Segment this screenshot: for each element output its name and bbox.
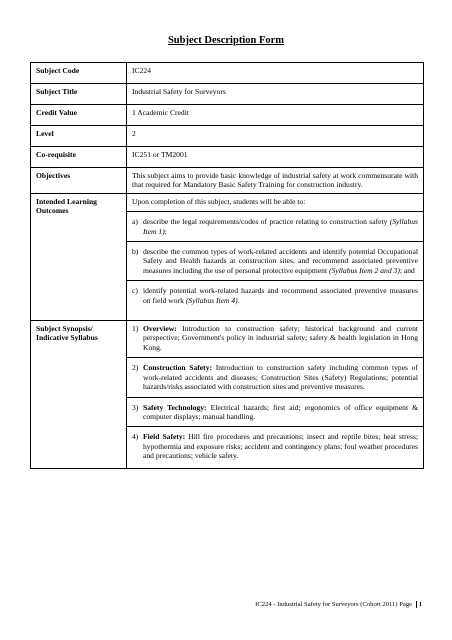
ilo-marker: c)	[132, 286, 138, 296]
ilo-marker: a)	[132, 217, 138, 227]
value-credit-value: 1 Academic Credit	[127, 105, 424, 126]
value-subject-code: IC224	[127, 63, 424, 84]
label-objectives: Objectives	[31, 168, 127, 194]
syllabus-marker: 4)	[132, 432, 139, 442]
row-credit-value	[31, 105, 424, 126]
value-objectives	[127, 168, 424, 194]
ilo-divider	[127, 280, 423, 281]
syllabus-marker: 2)	[132, 363, 139, 373]
row-syllabus	[31, 321, 424, 468]
value-level: 2	[127, 126, 424, 147]
label-level: Level	[31, 126, 127, 147]
syllabus-divider	[127, 397, 423, 398]
objectives-text: This subject aims to provide basic knowledge of industrial safety at work commensurate with that required for Mandatory Basic Safety Training for construction industry.	[132, 171, 418, 190]
syllabus-text: Overview: Introduction to construction safety; historical background and current perspective; Government's policy in industrial safety; safety & health legislation in Hong Kong.	[143, 324, 418, 352]
ilo-divider	[127, 241, 423, 242]
ilo-item	[132, 217, 418, 236]
syllabus-divider	[127, 426, 423, 427]
row-objectives	[31, 168, 424, 194]
ilo-item	[132, 247, 418, 275]
footer-separator	[416, 601, 417, 608]
label-subject-code: Subject Code	[31, 63, 127, 84]
row-level	[31, 126, 424, 147]
syllabus-marker: 3)	[132, 402, 139, 412]
syllabus-divider	[127, 357, 423, 358]
ilo-item	[132, 286, 418, 305]
page-footer	[255, 601, 422, 608]
label-corequisite: Co-requisite	[31, 147, 127, 168]
label-subject-title: Subject Title	[31, 84, 127, 105]
syllabus-text: Construction Safety: Introduction to construction safety including common types of work-related accidents and diseases; Construction Sites (Safety) Regulations; potential hazards/risks associated with construction sites and preventive measures.	[143, 363, 418, 392]
syllabus-item	[132, 432, 418, 460]
footer-page-label: Page	[399, 601, 413, 608]
value-syllabus	[127, 321, 424, 468]
subject-table	[30, 62, 424, 469]
ilo-marker: b)	[132, 247, 139, 257]
syllabus-item	[132, 403, 418, 422]
label-credit-value: Credit Value	[31, 105, 127, 126]
value-learning-outcomes	[127, 193, 424, 320]
ilo-intro: Upon completion of this subject, students will be able to:	[132, 196, 306, 206]
row-learning-outcomes	[31, 193, 424, 320]
syllabus-text: Safety Technology: Electrical hazards; first aid; ergonomics of office equipment & computer displays; manual handling.	[143, 402, 418, 421]
value-corequisite: IC251 or TM2001	[127, 147, 424, 168]
ilo-text: identify potential work-related hazards and recommend associated preventive measures on field work (Syllabus Item 4).	[143, 286, 418, 305]
ilo-text: describe the legal requirements/codes of practice relating to construction safety (Syllabus Item 1);	[143, 217, 418, 236]
footer-page-number: 1	[418, 601, 422, 608]
label-syllabus: Subject Synopsis/ Indicative Syllabus	[31, 321, 127, 468]
ilo-text: describe the common types of work-related accidents and identify potential Occupational Safety and Health hazards at construction sites, and recommend associated preventive measures including the use of personal protective equipment (Syllabus Item 2 and 3); and	[143, 247, 418, 275]
syllabus-item	[132, 363, 418, 391]
syllabus-marker: 1)	[132, 324, 139, 334]
ilo-divider	[127, 211, 423, 212]
row-subject-code	[31, 63, 424, 84]
row-corequisite	[31, 147, 424, 168]
value-subject-title: Industrial Safety for Surveyors	[127, 84, 424, 105]
syllabus-item	[132, 324, 418, 352]
footer-text: IC224 - Industrial Safety for Surveyors (Cohort 2011)	[255, 601, 398, 608]
row-subject-title	[31, 84, 424, 105]
form-title: Subject Description Form	[167, 35, 285, 46]
syllabus-text: Field Safety: Hill fire procedures and precautions; insect and reptile bites; heat stress; hypothermia and exposure risks; accident and contingency plans; foul weather procedures and precautions; vehicle safety.	[143, 432, 418, 461]
label-learning-outcomes: Intended Learning Outcomes	[31, 193, 127, 320]
